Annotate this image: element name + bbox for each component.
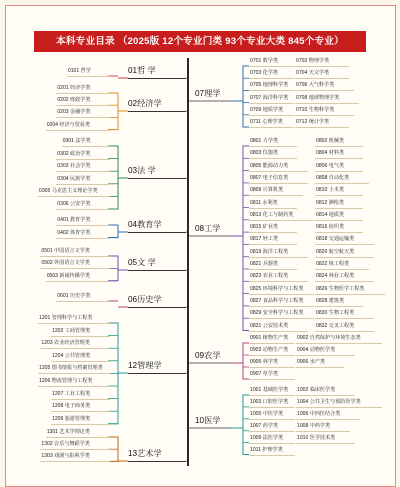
right-subject-item: 0829 安全科学与工程类	[249, 309, 314, 319]
right-subject-item: 0710 生物科学类	[295, 106, 354, 116]
right-subject-item: 0809 计算机类	[249, 186, 303, 196]
left-subject-item: 0203 金融学类	[56, 108, 110, 118]
right-subject-item: 0823 农业工程类	[249, 272, 308, 282]
right-subject-item: 0814 地质类	[315, 211, 363, 221]
center-spine	[187, 58, 189, 466]
right-subject-item: 0816 纺织类	[315, 223, 363, 233]
right-subject-item: 1009 法医学类	[249, 434, 295, 444]
right-subject-item: 1004 公共卫生与预防医学类	[296, 398, 382, 408]
right-subject-item: 0826 生物医学工程类	[315, 285, 385, 295]
right-subject-item: 0805 能源动力类	[249, 162, 308, 172]
right-category-label: 08工学	[195, 224, 221, 233]
right-subject-item: 0811 水利类	[249, 199, 297, 209]
right-subject-item: 0825 环境科学与工程类	[249, 285, 314, 295]
right-subject-item: 0828 建筑类	[315, 297, 363, 307]
right-subject-item: 0804 材料类	[315, 149, 363, 159]
left-subject-item: 0302 政治学类	[56, 150, 110, 160]
right-subject-item: 0902 自然保护与环境生态类	[296, 334, 382, 344]
right-subject-item: 0808 自动化类	[315, 174, 369, 184]
right-subject-item: 0801 力学类	[249, 137, 297, 147]
left-subject-item: 0401 教育学类	[56, 216, 110, 226]
right-subject-item: 0704 天文学类	[295, 69, 349, 79]
left-category-label: 03法 学	[128, 164, 186, 179]
left-subject-item: 1302 音乐与舞蹈学类	[40, 440, 110, 450]
left-subject-item: 0306 公安学类	[56, 200, 110, 210]
left-subject-item: 0503 新闻传播学类	[46, 272, 110, 282]
left-subject-item: 0301 法学类	[62, 137, 110, 147]
right-subject-item: 0903 动物生产类	[249, 346, 295, 356]
right-subject-item: 0813 化工与制药类	[249, 211, 313, 221]
right-subject-item: 0817 轻工类	[249, 235, 297, 245]
right-subject-item: 0703 化学类	[249, 69, 294, 79]
left-subject-item: 1208 电子商务类	[51, 402, 110, 412]
left-category-label: 01哲 学	[128, 64, 186, 79]
left-category-label: 02经济学	[128, 97, 186, 112]
left-subject-item: 0204 经济与贸易类	[46, 121, 110, 131]
right-subject-item: 0906 水产类	[296, 358, 344, 368]
left-subject-item: 1209 旅游管理类	[51, 415, 110, 425]
right-subject-item: 1002 临床医学类	[296, 386, 355, 396]
right-subject-item: 0907 草学类	[249, 370, 295, 380]
right-subject-item: 0830 生物工程类	[315, 309, 374, 319]
right-subject-item: 0812 测绘类	[315, 199, 363, 209]
right-subject-item: 0707 海洋科学类	[249, 94, 294, 104]
right-subject-item: 0702 物理学类	[295, 57, 349, 67]
right-subject-item: 0705 地理科学类	[249, 81, 294, 91]
right-subject-item: 0819 海洋工程类	[249, 248, 308, 258]
left-category-label: 05文 学	[128, 256, 186, 271]
right-subject-item: 0706 大气科学类	[295, 81, 354, 91]
left-subject-item: 0502 外国语言文学类	[40, 259, 110, 269]
right-subject-item: 0831 公安技术类	[249, 322, 308, 332]
right-subject-item: 0701 数学类	[249, 57, 294, 67]
right-subject-item: 1007 药学类	[249, 422, 295, 432]
right-subject-item: 0708 地球物理学类	[295, 94, 359, 104]
right-subject-item: 0807 电子信息类	[249, 174, 308, 184]
left-subject-item: 0305 马克思主义理论学类	[38, 187, 110, 197]
right-category-label: 07理学	[195, 89, 221, 98]
page-title: 本科专业目录 （2025版 12个专业门类 93个专业大类 845个专业）	[34, 31, 366, 52]
left-subject-item: 1206 物流管理与工程类	[38, 377, 110, 387]
right-subject-item: 0824 林业工程类	[315, 272, 374, 282]
right-subject-item: 0818 交通运输类	[315, 235, 374, 245]
left-subject-item: 1203 农业经济管理类	[40, 339, 110, 349]
left-subject-item: 1201 管理科学与工程类	[38, 314, 110, 324]
right-subject-item: 1006 中西医结合类	[296, 410, 360, 420]
left-subject-item: 0501 中国语言文学类	[40, 247, 110, 257]
right-subject-item: 0901 植物生产类	[249, 334, 295, 344]
right-subject-item: 0822 核工程类	[315, 260, 369, 270]
left-subject-item: 1204 公共管理类	[51, 352, 110, 362]
right-subject-item: 1005 中医学类	[249, 410, 295, 420]
right-subject-item: 0827 食品科学与工程类	[249, 297, 314, 307]
left-subject-item: 0101 哲学	[67, 67, 110, 77]
left-subject-item: 0202 财政学类	[56, 96, 110, 106]
right-subject-item: 0904 动物医学类	[296, 346, 355, 356]
right-category-label: 10医学	[195, 416, 221, 425]
right-subject-item: 0820 航空航天类	[315, 248, 374, 258]
left-subject-item: 0601 历史学类	[56, 292, 110, 302]
left-category-label: 12管理学	[128, 359, 186, 374]
right-subject-item: 0815 矿业类	[249, 223, 297, 233]
left-category-label: 06历史学	[128, 293, 186, 308]
right-subject-item: 0802 机械类	[315, 137, 363, 147]
left-subject-item: 1303 戏剧与影视学类	[40, 452, 110, 462]
right-subject-item: 1001 基础医学类	[249, 386, 295, 396]
right-subject-item: 1008 中药学类	[296, 422, 350, 432]
right-subject-item: 0832 交叉工程类	[315, 322, 374, 332]
left-subject-item: 0303 社会学类	[56, 162, 110, 172]
left-subject-item: 0304 民族学类	[56, 175, 110, 185]
left-subject-item: 1301 艺术学理论类	[46, 428, 110, 438]
right-subject-item: 1003 口腔医学类	[249, 398, 295, 408]
left-subject-item: 0402 体育学类	[56, 229, 110, 239]
right-subject-item: 0712 统计学类	[295, 118, 349, 128]
right-subject-item: 0806 电气类	[315, 162, 363, 172]
right-subject-item: 0709 地质学类	[249, 106, 294, 116]
left-subject-item: 1205 图书情报与档案管理类	[38, 364, 110, 374]
left-subject-item: 0201 经济学类	[56, 84, 110, 94]
left-category-label: 04教育学	[128, 218, 186, 233]
left-subject-item: 1202 工商管理类	[51, 327, 110, 337]
right-subject-item: 1010 医学技术类	[296, 434, 355, 444]
right-category-label: 09农学	[195, 351, 221, 360]
right-subject-item: 0810 土木类	[315, 186, 363, 196]
right-subject-item: 0711 心理学类	[249, 118, 294, 128]
right-subject-item: 0803 仪器类	[249, 149, 297, 159]
right-subject-item: 0821 兵器类	[249, 260, 297, 270]
right-subject-item: 1011 护理学类	[249, 446, 295, 456]
right-subject-item: 0905 林学类	[249, 358, 295, 368]
left-category-label: 13艺术学	[128, 447, 186, 462]
left-subject-item: 1207 工业工程类	[51, 390, 110, 400]
